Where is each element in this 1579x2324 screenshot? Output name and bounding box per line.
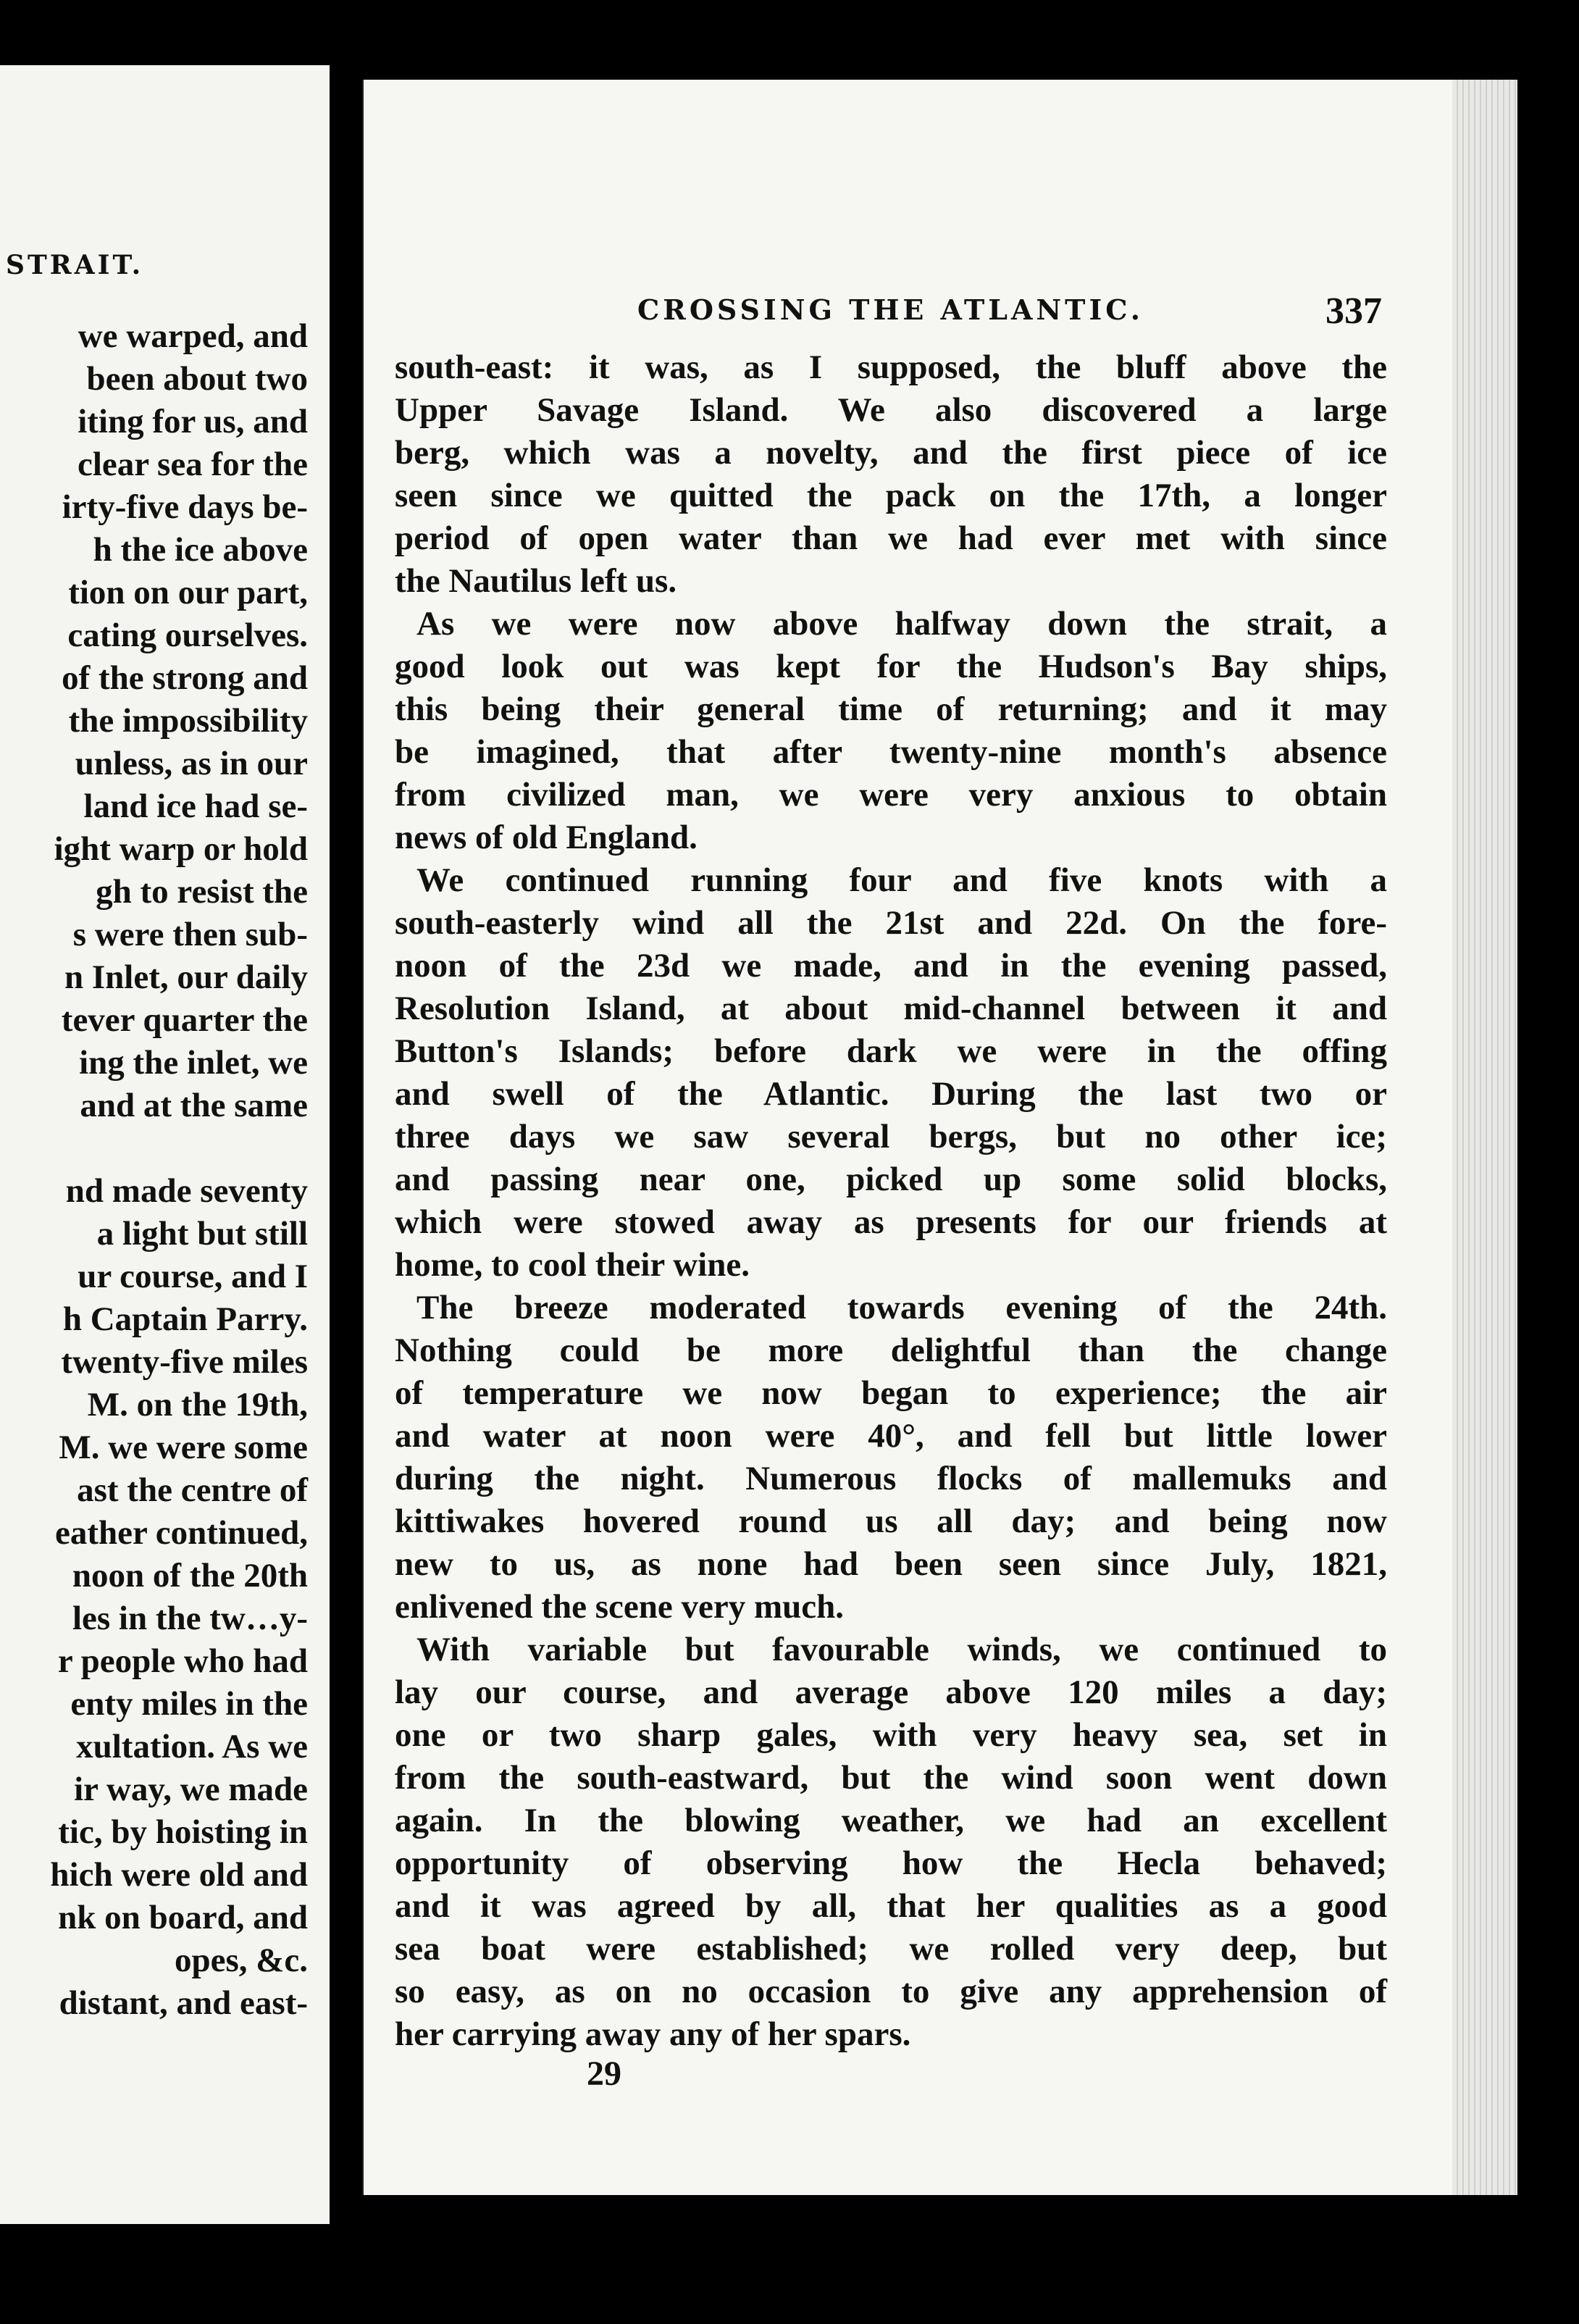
left-text-line: ight warp or hold bbox=[54, 830, 308, 868]
left-text-block bbox=[0, 315, 308, 2025]
text-line: period of open water than we had ever met with since bbox=[395, 519, 1387, 557]
left-text-line: ur course, and I bbox=[78, 1258, 308, 1295]
text-line: news of old England. bbox=[395, 819, 698, 856]
text-line: so easy, as on no occasion to give any apprehension of bbox=[395, 1973, 1387, 2010]
text-line: during the night. Numerous flocks of mallemuks and bbox=[395, 1460, 1387, 1497]
text-line: lay our course, and average above 120 miles a day; bbox=[395, 1673, 1387, 1711]
text-line: Nothing could be more delightful than the change bbox=[395, 1332, 1387, 1369]
book-gutter bbox=[330, 0, 362, 2324]
left-text-line: irty-five days be- bbox=[62, 488, 308, 526]
left-text-line: twenty-five miles bbox=[61, 1343, 308, 1381]
left-text-line: cating ourselves. bbox=[67, 616, 308, 654]
left-text-line: h Captain Parry. bbox=[62, 1300, 308, 1338]
text-line: from the south-eastward, but the wind soon went down bbox=[395, 1759, 1387, 1797]
left-text-line: a light but still bbox=[96, 1215, 308, 1253]
left-text-line: tever quarter the bbox=[61, 1001, 308, 1039]
text-line: south-easterly wind all the 21st and 22d. On the fore- bbox=[395, 904, 1387, 942]
left-text-line bbox=[0, 1127, 308, 1170]
page-edges bbox=[1452, 80, 1517, 2195]
left-text-line: ir way, we made bbox=[74, 1771, 308, 1808]
text-line: south-east: it was, as I supposed, the bluff above the bbox=[395, 348, 1387, 386]
left-text-line: opes, &c. bbox=[174, 1941, 308, 1979]
text-line: from civilized man, we were very anxious to obtain bbox=[395, 776, 1387, 814]
left-text-line: eather continued, bbox=[54, 1514, 308, 1552]
text-line: and it was agreed by all, that her qualities as a good bbox=[395, 1887, 1387, 1925]
left-text-line: tion on our part, bbox=[68, 574, 308, 611]
left-text-line: unless, as in our bbox=[75, 745, 308, 782]
left-text-line: r people who had bbox=[57, 1642, 308, 1680]
left-text-line: n Inlet, our daily bbox=[64, 958, 308, 996]
left-text-line: distant, and east- bbox=[59, 1984, 308, 2022]
text-line: one or two sharp gales, with very heavy sea, set in bbox=[395, 1716, 1387, 1754]
left-text-line: the impossibility bbox=[68, 702, 308, 740]
left-text-line: nd made seventy bbox=[65, 1172, 308, 1210]
left-text-line: land ice had se- bbox=[83, 787, 308, 825]
left-text-line: s were then sub- bbox=[72, 916, 308, 953]
text-line: Upper Savage Island. We also discovered a large bbox=[395, 391, 1387, 429]
text-line: be imagined, that after twenty-nine month's absence bbox=[395, 733, 1387, 771]
text-line: Button's Islands; before dark we were in the offing bbox=[395, 1032, 1387, 1070]
left-text-line: M. on the 19th, bbox=[87, 1386, 308, 1424]
text-line: enlivened the scene very much. bbox=[395, 1588, 845, 1626]
text-line: the Nautilus left us. bbox=[395, 562, 677, 600]
text-line: three days we saw several bergs, but no other ice; bbox=[395, 1118, 1387, 1155]
left-text-line: xultation. As we bbox=[76, 1728, 308, 1765]
text-line: and swell of the Atlantic. During the last two or bbox=[395, 1075, 1387, 1113]
text-line: sea boat were established; we rolled very deep, but bbox=[395, 1930, 1387, 1968]
text-line: The breeze moderated towards evening of the 24th. bbox=[416, 1289, 1387, 1326]
page-number: 337 bbox=[1325, 290, 1382, 332]
left-text-line: and at the same bbox=[80, 1087, 308, 1124]
text-line: new to us, as none had been seen since July, 1821, bbox=[395, 1545, 1387, 1583]
left-text-line: we warped, and bbox=[78, 317, 308, 355]
left-text-line: hich were old and bbox=[50, 1856, 308, 1894]
text-line: again. In the blowing weather, we had an excellent bbox=[395, 1802, 1387, 1839]
text-line: noon of the 23d we made, and in the evening passed, bbox=[395, 947, 1387, 985]
text-line: With variable but favourable winds, we continued to bbox=[416, 1631, 1387, 1668]
left-text-line: les in the tw…y- bbox=[72, 1600, 308, 1637]
body-text bbox=[395, 346, 1387, 2056]
left-running-head: STRAIT. bbox=[6, 250, 144, 280]
left-text-line: nk on board, and bbox=[58, 1899, 308, 1936]
left-text-line: h the ice above bbox=[93, 531, 308, 569]
running-head: CROSSING THE ATLANTIC. bbox=[637, 293, 1144, 326]
left-text-line: of the strong and bbox=[62, 659, 308, 697]
text-line: which were stowed away as presents for our friends at bbox=[395, 1203, 1387, 1241]
text-line: We continued running four and five knots with a bbox=[416, 861, 1387, 899]
left-text-line: tic, by hoisting in bbox=[58, 1813, 308, 1851]
left-text-line: M. we were some bbox=[59, 1429, 308, 1466]
text-line: and water at noon were 40°, and fell but little lower bbox=[395, 1417, 1387, 1455]
left-page bbox=[0, 65, 330, 2224]
left-text-line: iting for us, and bbox=[78, 403, 308, 440]
text-line: good look out was kept for the Hudson's Bay ships, bbox=[395, 648, 1387, 685]
left-text-line: clear sea for the bbox=[77, 446, 308, 483]
text-line: kittiwakes hovered round us all day; and being now bbox=[395, 1502, 1387, 1540]
text-line: and passing near one, picked up some solid blocks, bbox=[395, 1161, 1387, 1198]
text-line: home, to cool their wine. bbox=[395, 1246, 750, 1284]
text-line: of temperature we now began to experience; the air bbox=[395, 1374, 1387, 1412]
left-text-line: enty miles in the bbox=[70, 1685, 308, 1723]
left-text-line: been about two bbox=[86, 360, 308, 398]
text-line: opportunity of observing how the Hecla behaved; bbox=[395, 1844, 1387, 1882]
left-text-line: noon of the 20th bbox=[72, 1557, 308, 1594]
left-text-line: ing the inlet, we bbox=[79, 1044, 308, 1082]
left-text-line: ast the centre of bbox=[77, 1471, 308, 1509]
left-text-line: gh to resist the bbox=[96, 873, 308, 911]
text-line: her carrying away any of her spars. bbox=[395, 2015, 911, 2053]
text-line: seen since we quitted the pack on the 17th, a longer bbox=[395, 477, 1387, 514]
text-line: berg, which was a novelty, and the first piece of ice bbox=[395, 434, 1387, 472]
signature-mark: 29 bbox=[587, 2055, 621, 2093]
text-line: As we were now above halfway down the strait, a bbox=[416, 605, 1387, 643]
text-line: Resolution Island, at about mid-channel between it and bbox=[395, 990, 1387, 1027]
text-line: this being their general time of returning; and it may bbox=[395, 690, 1387, 728]
